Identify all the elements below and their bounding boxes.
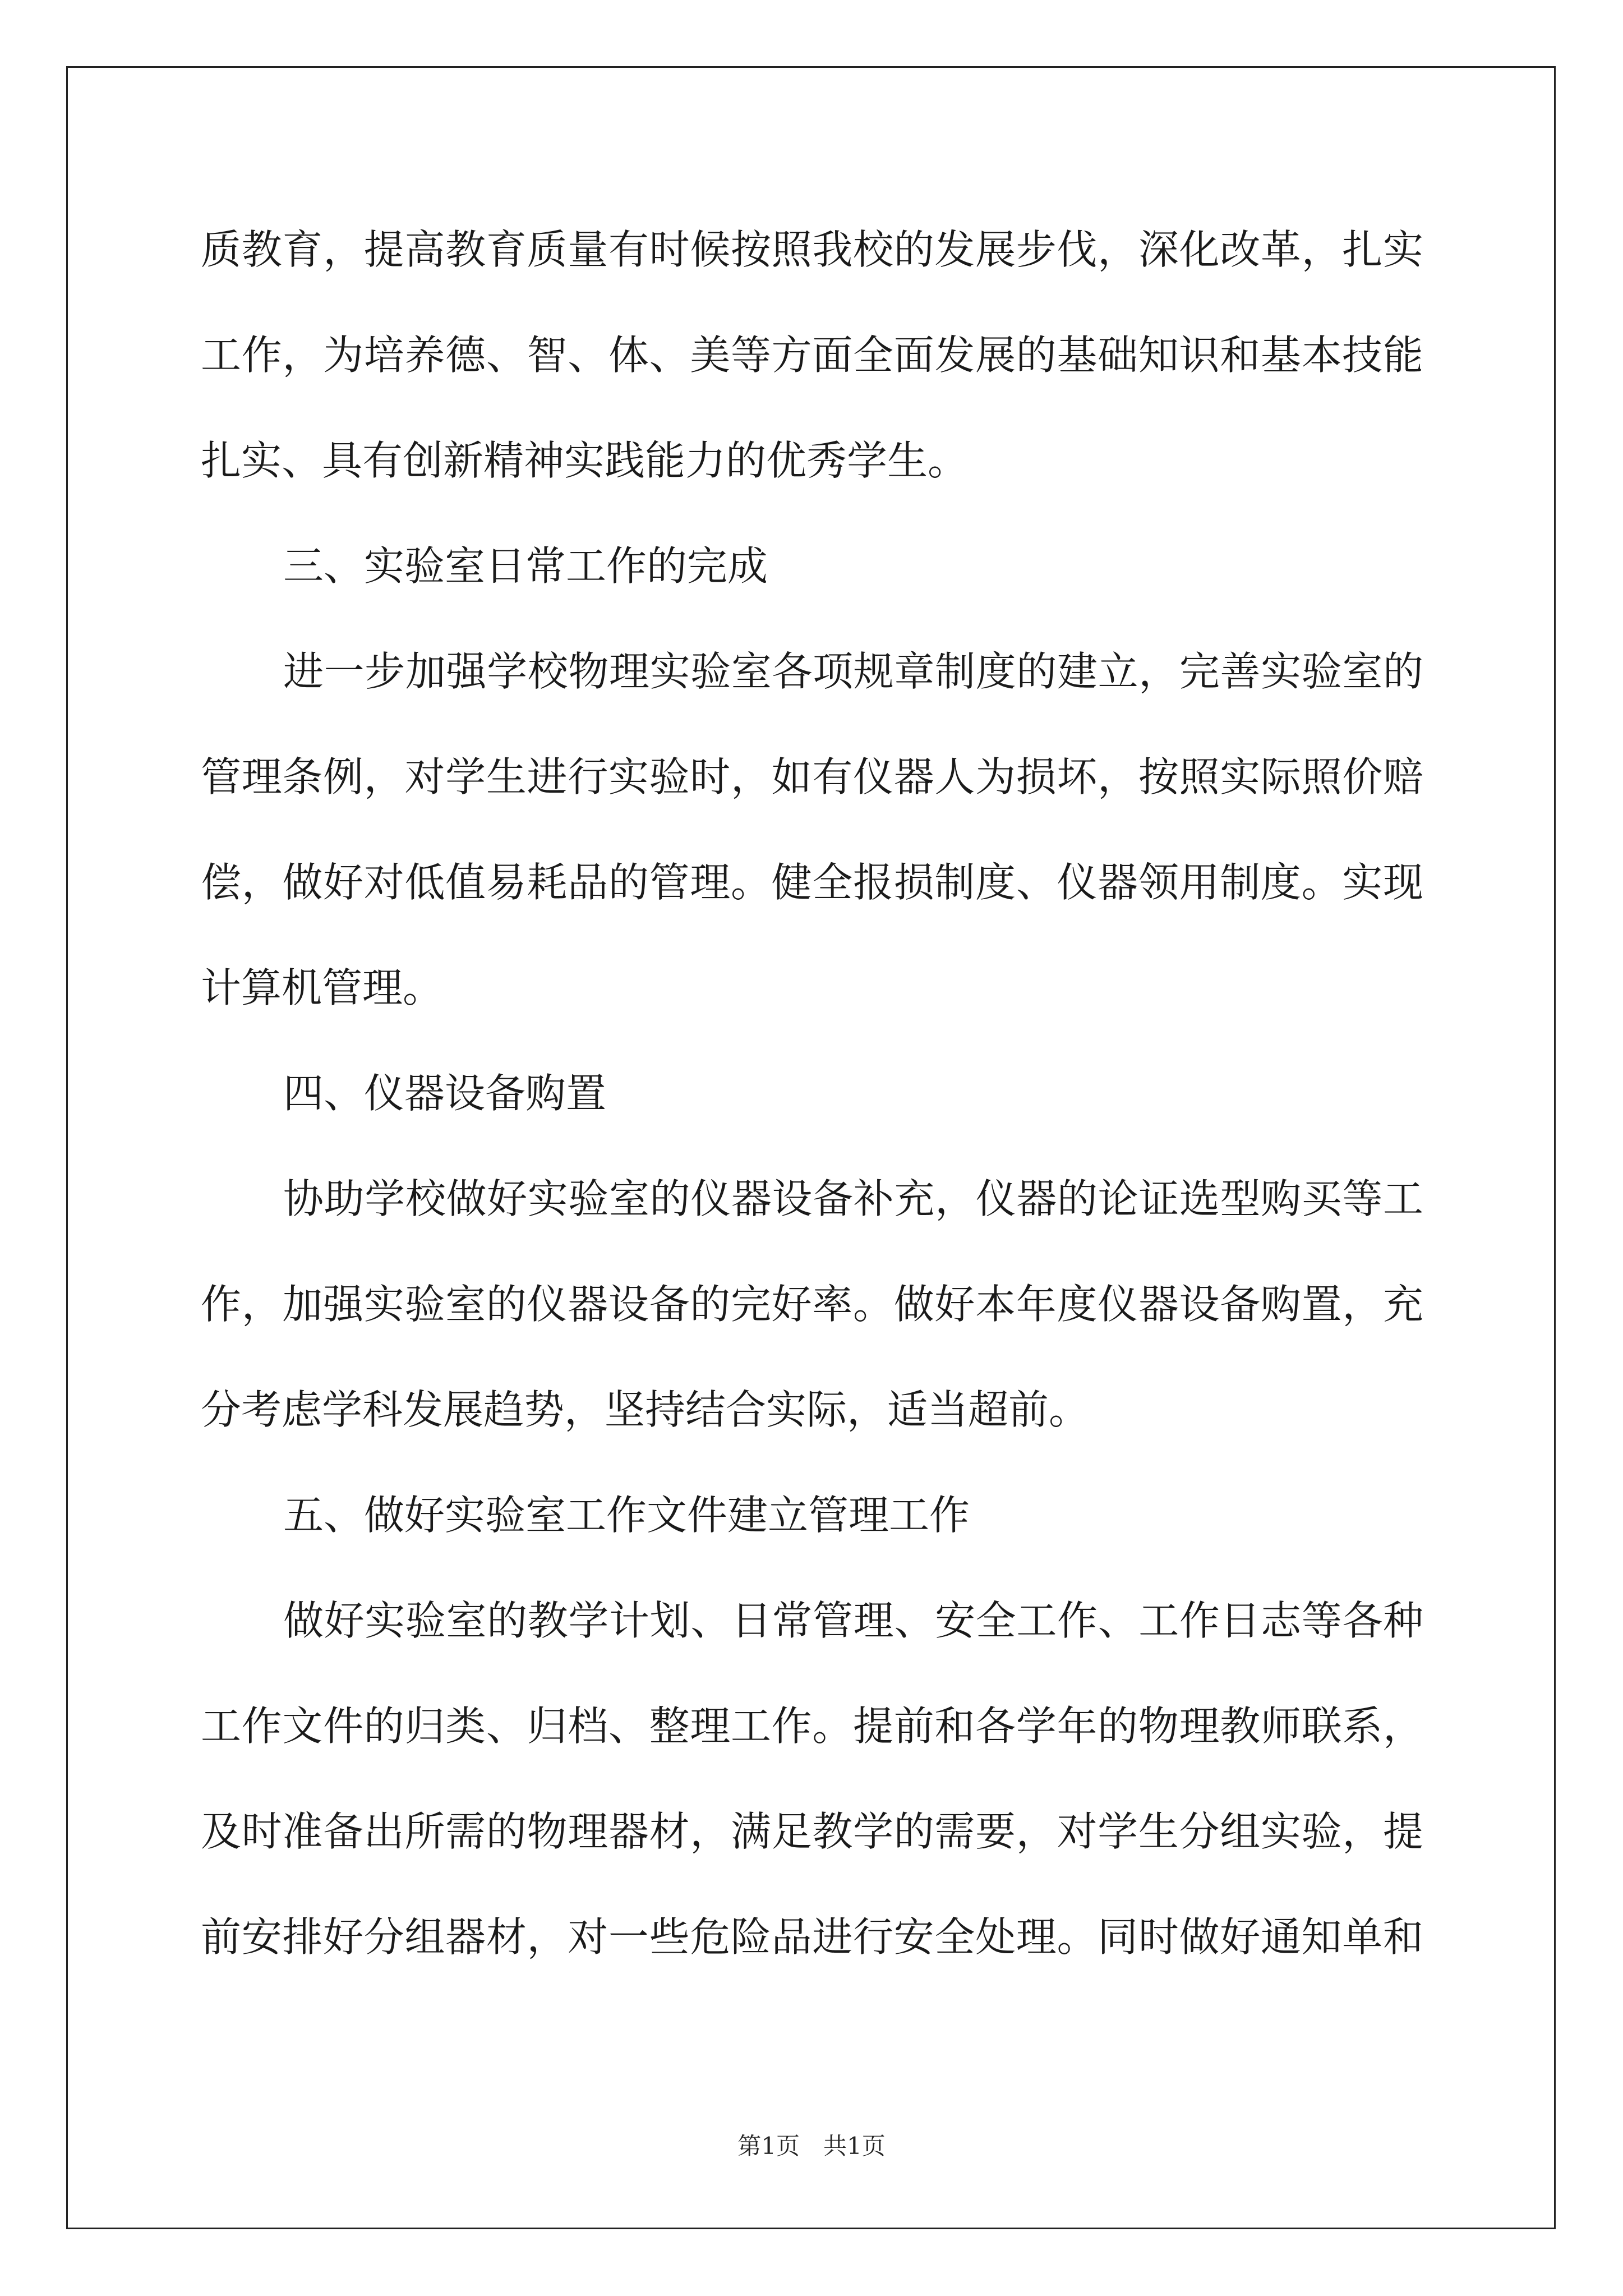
body-text-line: 作，加强实验室的仪器设备的完好率。做好本年度仪器设备购置，充 (201, 1281, 1423, 1328)
body-text-line: 计算机管理。 (201, 964, 444, 1011)
body-text-line: 做好实验室的教学计划、日常管理、安全工作、工作日志等各种 (283, 1597, 1423, 1644)
body-text-line: 工作，为培养德、智、体、美等方面全面发展的基础知识和基本技能 (201, 332, 1423, 379)
section-heading-4: 四、仪器设备购置 (283, 1070, 607, 1117)
body-text-line: 偿，做好对低值易耗品的管理。健全报损制度、仪器领用制度。实现 (201, 859, 1423, 906)
body-text-line: 工作文件的归类、归档、整理工作。提前和各学年的物理教师联系， (201, 1703, 1423, 1750)
body-text-line: 质教育，提高教育质量有时候按照我校的发展步伐，深化改革，扎实 (201, 226, 1423, 273)
body-text-line: 协助学校做好实验室的仪器设备补充，仪器的论证选型购买等工 (283, 1175, 1423, 1222)
section-heading-3: 三、实验室日常工作的完成 (283, 542, 768, 590)
body-text-line: 及时准备出所需的物理器材，满足教学的需要，对学生分组实验，提 (201, 1808, 1423, 1855)
body-text-line: 管理条例，对学生进行实验时，如有仪器人为损坏，按照实际照价赔 (201, 753, 1423, 800)
body-text-line: 分考虑学科发展趋势，坚持结合实际，适当超前。 (201, 1386, 1090, 1433)
page-number-footer: 第1页 共1页 (737, 2132, 886, 2160)
document-body (201, 222, 1423, 2014)
body-text-line: 进一步加强学校物理实验室各项规章制度的建立，完善实验室的 (283, 648, 1423, 695)
body-text-line: 扎实、具有创新精神实践能力的优秀学生。 (201, 437, 969, 484)
body-text-line: 前安排好分组器材，对一些危险品进行安全处理。同时做好通知单和 (201, 1913, 1423, 1961)
section-heading-5: 五、做好实验室工作文件建立管理工作 (283, 1492, 970, 1539)
